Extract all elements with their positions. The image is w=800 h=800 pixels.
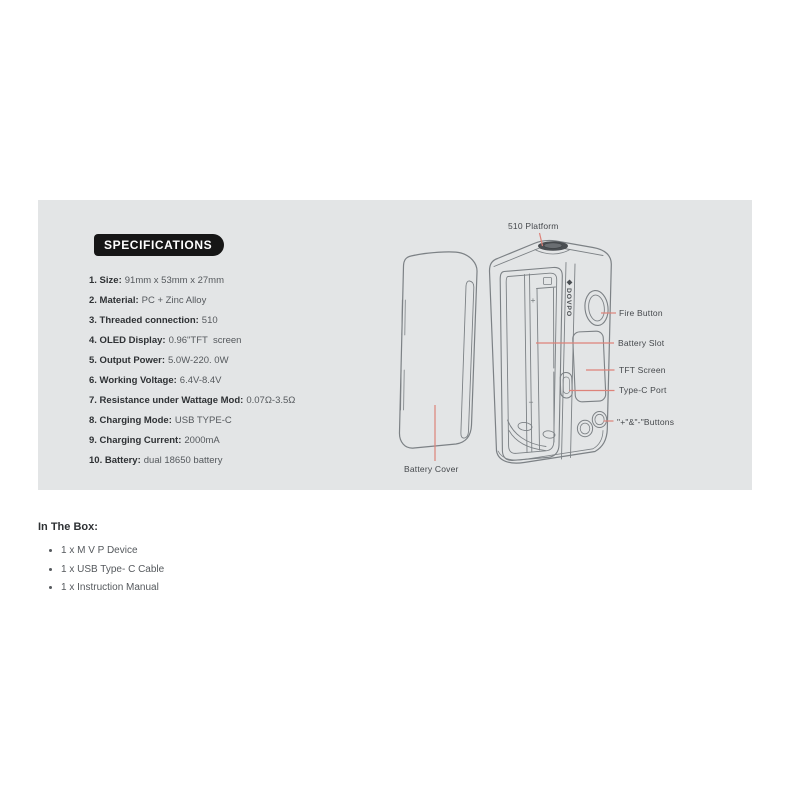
battery-cover-drawing [399,252,477,448]
spec-value: 91mm x 53mm x 27mm [124,275,224,286]
fire-button-inner-ring [587,294,605,321]
label-plus-minus-buttons: "+"&"-"Buttons [617,416,675,427]
spec-label: 7. Resistance under Wattage Mod: [89,395,244,406]
box-item-manual: • 1 x Instruction Manual [61,579,164,598]
box-item-device: • 1 x M V P Device [61,542,164,561]
device-body-outline [490,240,612,463]
spec-label: 6. Working Voltage: [89,375,177,386]
spec-item-battery [89,451,295,471]
spec-label: 8. Charging Mode: [89,415,172,426]
510-connector-pin [544,243,562,249]
box-item-usb-cable: • 1 x USB Type- C Cable [61,561,164,580]
label-fire-button: Fire Button [619,308,663,318]
spec-label: 9. Charging Current: [89,435,182,446]
minus-button-inner [580,423,590,434]
type-c-port-inner [563,377,570,394]
spec-item-material [89,291,295,311]
specifications-panel [38,200,752,490]
spec-value: 0.96"TFT screen [168,335,242,346]
spec-item-working-voltage [89,371,295,391]
in-the-box-list [38,542,164,598]
spec-item-charging-current [89,431,295,451]
device-body-drawing [490,240,612,463]
in-the-box-section [38,521,164,598]
label-battery-slot: Battery Slot [618,338,665,348]
specifications-badge: SPECIFICATIONS [94,234,224,256]
label-510-platform: 510 Platform [508,221,559,231]
type-c-port-drawing [560,372,572,398]
battery-cover-left-ridge-bottom [401,370,405,410]
bottom-inner-contour [498,431,603,461]
spec-value: 2000mA [184,435,220,446]
specifications-list [89,271,295,471]
floor-vent-left [518,422,533,432]
label-type-c-port: Type-C Port [619,385,667,395]
plus-button-inner [595,414,604,424]
label-tft-screen: TFT Screen [619,365,666,375]
spec-item-threaded-connection [89,311,295,331]
spec-label: 1. Size: [89,275,122,286]
spec-value: 510 [201,315,218,326]
spec-item-resistance [89,391,295,411]
spec-value: PC + Zinc Alloy [141,295,207,306]
spec-label: 10. Battery: [89,455,141,466]
spec-value: 5.0W-220. 0W [168,355,229,366]
spec-value: USB TYPE-C [174,415,232,426]
dovpo-logo-icon [567,280,573,286]
battery-minus-mark: − [528,397,534,407]
spec-label: 3. Threaded connection: [89,315,199,326]
tft-screen-drawing [572,331,606,402]
spec-value: 0.07Ω-3.5Ω [246,395,296,406]
spec-label: 5. Output Power: [89,355,165,366]
brand-text: DOVPO [565,288,573,318]
spec-label: 2. Material: [89,295,139,306]
spec-item-oled-display [89,331,295,351]
label-battery-cover: Battery Cover [404,464,459,474]
spec-item-output-power [89,351,295,371]
spec-item-size [89,271,295,291]
battery-plus-mark: + [530,295,536,305]
spec-value: 6.4V-8.4V [179,375,222,386]
battery-contact-detail [544,278,552,285]
spec-item-charging-mode [89,411,295,431]
battery-cover-outline [399,252,477,448]
spec-value: dual 18650 battery [143,455,223,466]
spec-label: 4. OLED Display: [89,335,166,346]
in-the-box-heading: In The Box: [38,521,98,533]
battery-tube-lines [537,287,556,450]
